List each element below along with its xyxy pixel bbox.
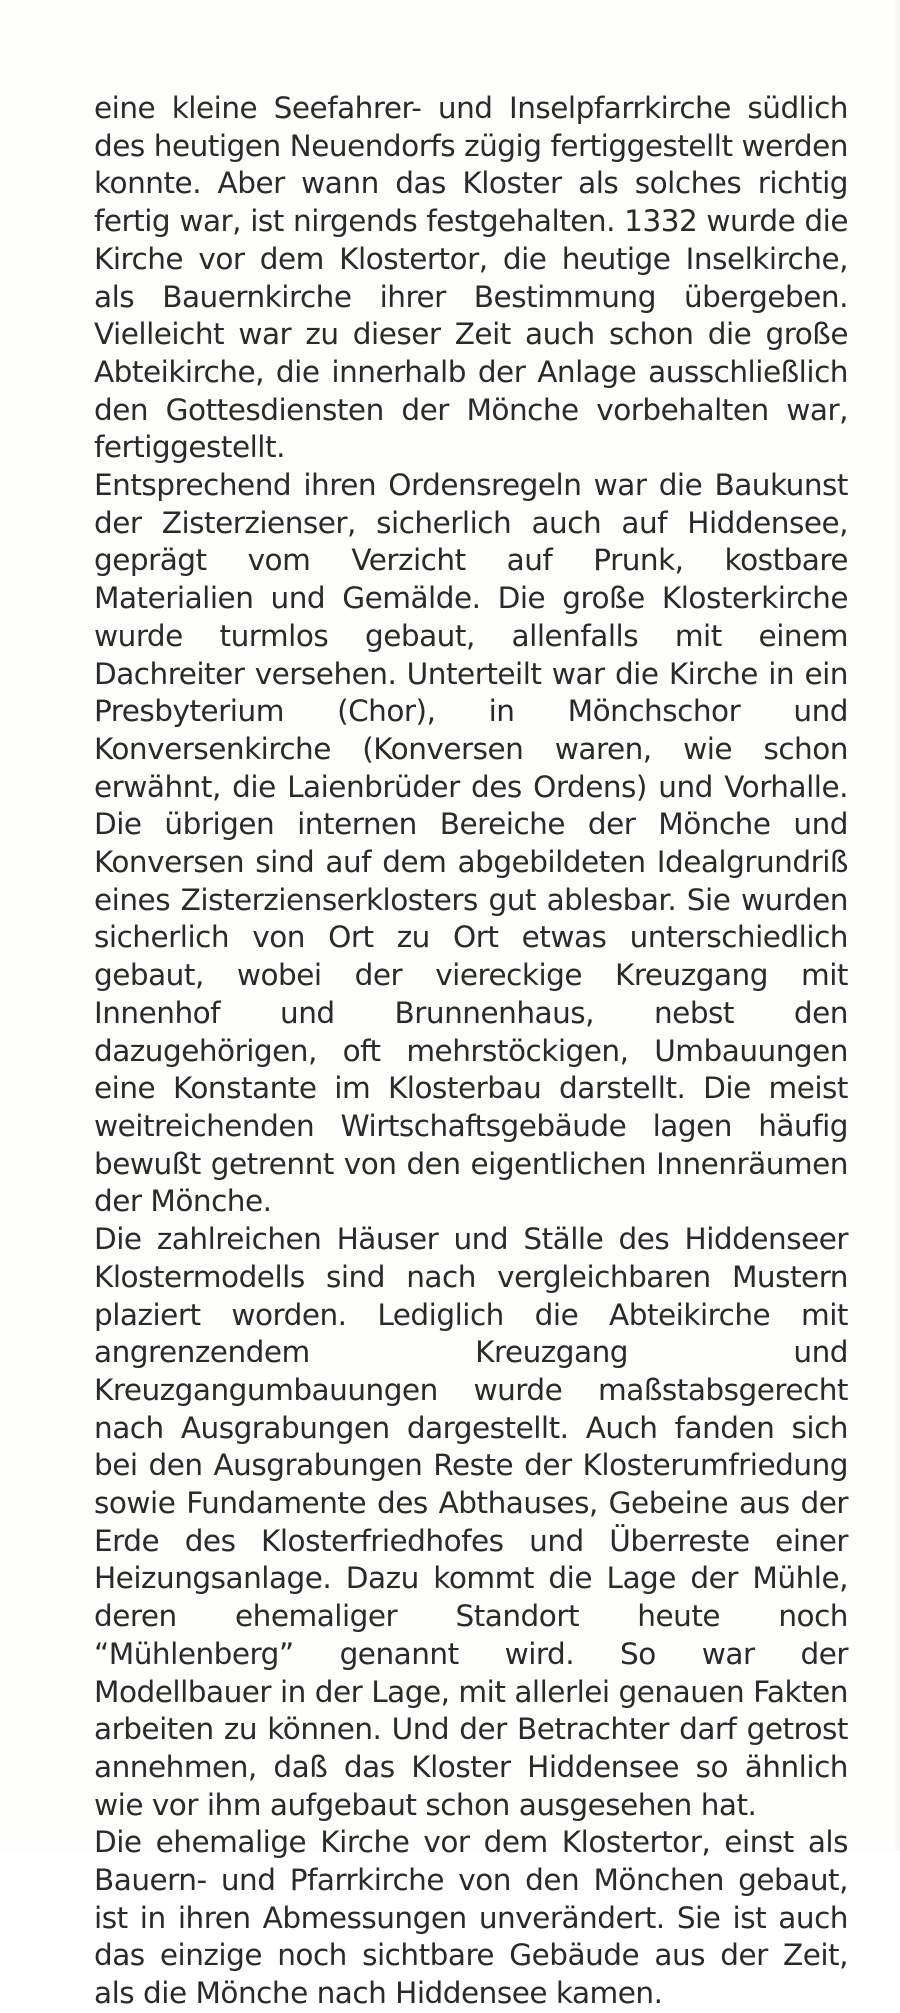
page-edge [894, 0, 900, 1851]
body-text [94, 90, 848, 2013]
paragraph-1: eine kleine Seefahrer- und Inselpfarrkirche südlich des heutigen Neuendorfs zügig fertiggestellt werden konnte. Aber wann das Kloster als solches richtig fertig war, ist nirgends festgehalten. 1332 wurde die Kirche vor dem Klostertor, die heutige Inselkirche, als Bauernkirche ihrer Bestimmung übergeben. Vielleicht war zu dieser Zeit auch schon die große Abteikirche, die innerhalb der Anlage ausschließlich den Gottesdiensten der Mönche vorbehalten war, fertiggestellt. [94, 91, 848, 465]
paragraph-3: Die zahlreichen Häuser und Ställe des Hiddenseer Klostermodells sind nach vergleichbaren Mustern plaziert worden. Lediglich die Abteikirche mit angrenzendem Kreuzgang und Kreuzgangumbauungen wurde maßstabsgerecht nach Ausgrabungen dargestellt. Auch fanden sich bei den Ausgrabungen Reste der Klosterumfriedung sowie Fundamente des Abthauses, Gebeine aus der Erde des Klosterfriedhofes und Überreste einer Heizungsanlage. Dazu kommt die Lage der Mühle, deren ehemaliger Standort heute noch “Mühlenberg” genannt wird. So war der Modellbauer in der Lage, mit allerlei genauen Fakten arbeiten zu können. Und der Betrachter darf getrost annehmen, daß das Kloster Hiddensee so ähnlich wie vor ihm aufgebaut schon ausgesehen hat. [94, 1222, 848, 1822]
paragraph-2: Entsprechend ihren Ordensregeln war die Baukunst der Zisterzienser, sicherlich auch auf Hiddensee, geprägt vom Verzicht auf Prunk, kostbare Materialien und Gemälde. Die große Klosterkirche wurde turmlos gebaut, allenfalls mit einem Dachreiter versehen. Unterteilt war die Kirche in ein Presbyterium (Chor), in Mönchschor und Konversenkirche (Konversen waren, wie schon erwähnt, die Laienbrüder des Ordens) und Vorhalle. Die übrigen internen Bereiche der Mönche und Konversen sind auf dem abgebildeten Idealgrundriß eines Zisterzienserklosters gut ablesbar. Sie wurden sicherlich von Ort zu Ort etwas unterschiedlich gebaut, wobei der viereckige Kreuzgang mit Innenhof und Brunnenhaus, nebst den dazugehörigen, oft mehrstöckigen, Umbauungen eine Konstante im Klosterbau darstellt. Die meist weitreichenden Wirtschaftsgebäude lagen häufig bewußt getrennt von den eigentlichen Innenräumen der Mönche. [94, 468, 848, 1219]
paragraph-4: Die ehemalige Kirche vor dem Klostertor, einst als Bauern- und Pfarrkirche von den Mönchen gebaut, ist in ihren Abmessungen unverändert. Sie ist auch das einzige noch sichtbare Gebäude aus der Zeit, als die Mönche nach Hiddensee kamen. [94, 1825, 848, 2011]
